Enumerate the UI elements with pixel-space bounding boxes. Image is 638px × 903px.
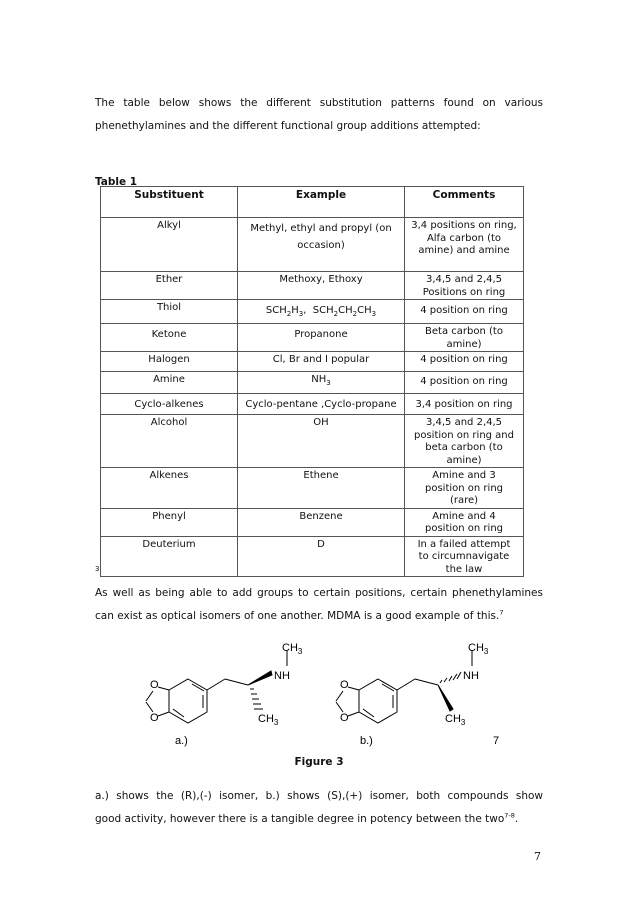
- table-row: [101, 372, 524, 394]
- figure-ref: 7: [493, 735, 500, 747]
- atom-ch3-b-top: $CH_3$: [468, 642, 489, 656]
- figure-label-b: b.): [360, 735, 373, 747]
- cell-substituent: Cyclo-alkenes: [101, 394, 238, 415]
- table-row: [101, 272, 524, 300]
- header-example: Example: [238, 187, 405, 218]
- atom-o-b1: O: [340, 679, 349, 691]
- cell-substituent: Ketone: [101, 324, 238, 352]
- substitution-table: [100, 186, 524, 577]
- atom-o-a2: O: [150, 712, 159, 724]
- cell-substituent: Ether: [101, 272, 238, 300]
- cell-comments: 4 position on ring: [405, 352, 524, 372]
- table-row: [101, 352, 524, 372]
- cell-example: OH: [238, 415, 405, 468]
- table-title: Table 1: [95, 176, 138, 188]
- intro-line-2: phenethylamines and the different functional group additions attempted:: [95, 120, 481, 132]
- cell-example: $SCH_2H_3$, $SCH_2CH_2CH_3$: [238, 300, 405, 324]
- cell-example: D: [238, 536, 405, 577]
- cell-example: Cl, Br and I popular: [238, 352, 405, 372]
- atom-nh-a: NH: [274, 670, 290, 682]
- figure-caption: Figure 3: [294, 756, 344, 768]
- cell-substituent: Alcohol: [101, 415, 238, 468]
- cell-substituent: Thiol: [101, 300, 238, 324]
- mdma-isomers-figure: [120, 640, 520, 755]
- cell-substituent: Phenyl: [101, 508, 238, 536]
- cell-comments: 4 position on ring: [405, 300, 524, 324]
- header-substituent: Substituent: [101, 187, 238, 218]
- cell-example: Cyclo-pentane ,Cyclo-propane: [238, 394, 405, 415]
- cell-example: $NH_3$: [238, 372, 405, 394]
- cell-substituent: Amine: [101, 372, 238, 394]
- atom-nh-b: NH: [463, 670, 479, 682]
- para2-ref: 7: [499, 608, 504, 617]
- cell-example: Methoxy, Ethoxy: [238, 272, 405, 300]
- cell-comments: 3,4,5 and 2,4,5 position on ring and beta carbon (to amine): [405, 415, 524, 468]
- atom-ch3-a-top: $CH_3$: [282, 642, 303, 656]
- table-row: [101, 536, 524, 577]
- cell-comments: In a failed attempt to circumnavigate the law: [405, 536, 524, 577]
- cell-comments: 3,4,5 and 2,4,5 Positions on ring: [405, 272, 524, 300]
- para3-line-1: a.) shows the (R),(-) isomer, b.) shows (S),(+) isomer, both compounds show: [95, 790, 543, 802]
- para3-line-2: good activity, however there is a tangible degree in potency between the two$^{7-8}$.: [95, 811, 519, 825]
- table-footnote: 3: [95, 565, 100, 573]
- figure-label-a: a.): [175, 735, 188, 747]
- cell-substituent: Deuterium: [101, 536, 238, 577]
- atom-o-a1: O: [150, 679, 159, 691]
- atom-ch3-b-bottom: $CH_3$: [445, 713, 466, 727]
- cell-comments: Amine and 4 position on ring: [405, 508, 524, 536]
- cell-substituent: Alkenes: [101, 468, 238, 509]
- page-number: 7: [534, 850, 541, 863]
- table-row: [101, 218, 524, 272]
- cell-comments: 3,4 position on ring: [405, 394, 524, 415]
- cell-comments: 3,4 positions on ring, Alfa carbon (to amine) and amine: [405, 218, 524, 272]
- cell-example: Benzene: [238, 508, 405, 536]
- table-row: [101, 324, 524, 352]
- para2-line-2: can exist as optical isomers of one another. MDMA is a good example of this.$^7$: [95, 608, 504, 622]
- para3-ref: 7-8: [504, 811, 515, 820]
- atom-o-b2: O: [340, 712, 349, 724]
- cell-comments: Beta carbon (to amine): [405, 324, 524, 352]
- cell-example: Ethene: [238, 468, 405, 509]
- table-row: [101, 415, 524, 468]
- cell-comments: 4 position on ring: [405, 372, 524, 394]
- intro-line-1: The table below shows the different substitution patterns found on various: [95, 97, 543, 109]
- header-comments: Comments: [405, 187, 524, 218]
- table-row: [101, 300, 524, 324]
- table-row: [101, 394, 524, 415]
- table-row: [101, 468, 524, 509]
- table-row: [101, 508, 524, 536]
- table-header-row: [101, 187, 524, 218]
- cell-substituent: Halogen: [101, 352, 238, 372]
- atom-ch3-a-bottom: $CH_3$: [258, 713, 279, 727]
- para2-line-1: As well as being able to add groups to certain positions, certain phenethylamines: [95, 587, 543, 599]
- cell-comments: Amine and 3 position on ring (rare): [405, 468, 524, 509]
- cell-substituent: Alkyl: [101, 218, 238, 272]
- cell-example: Methyl, ethyl and propyl (on occasion): [238, 218, 405, 272]
- cell-example: Propanone: [238, 324, 405, 352]
